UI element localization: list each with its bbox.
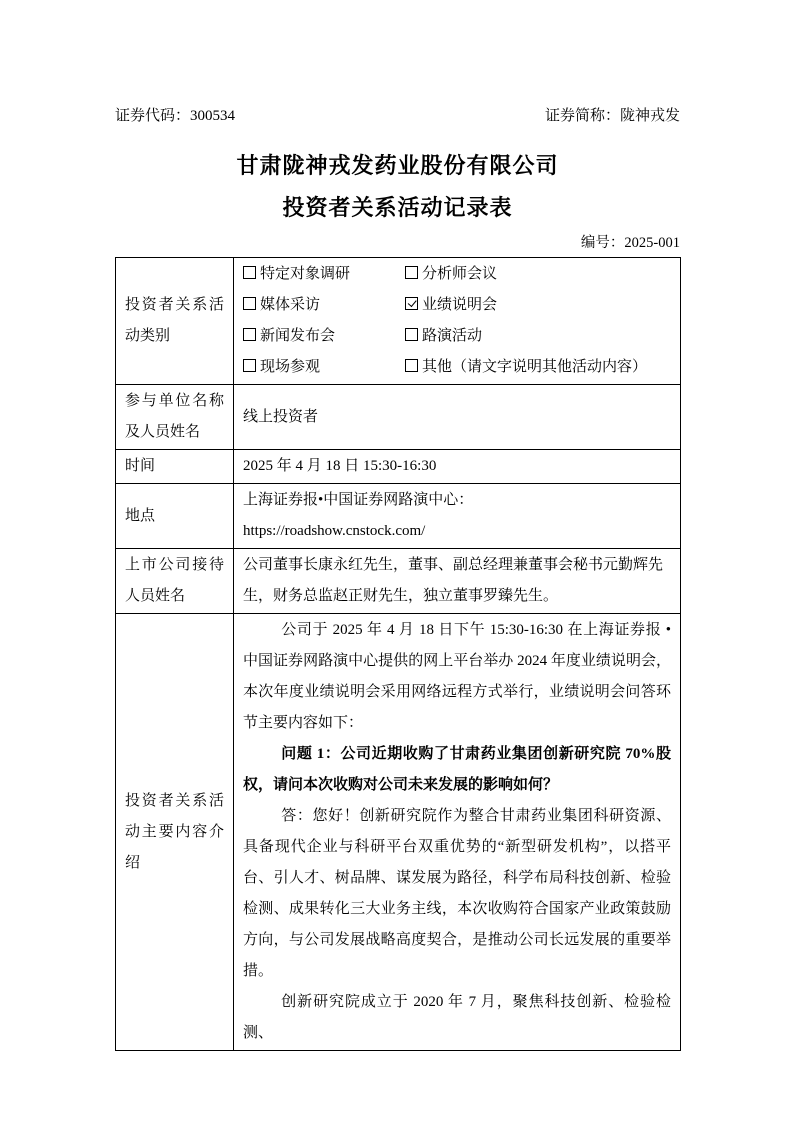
checkbox-label: 其他（请文字说明其他活动内容） — [422, 359, 648, 375]
table-row-participants — [116, 385, 681, 450]
checkbox-unchecked-icon — [405, 328, 418, 341]
paragraph-institute-info: 创新研究院成立于 2020 年 7 月，聚焦科技创新、检验检测、 — [243, 994, 671, 1041]
checkbox-grid — [243, 259, 671, 383]
checkbox-label: 新闻发布会 — [260, 328, 336, 344]
document-subtitle: 投资者关系活动记录表 — [282, 195, 513, 220]
time-value: 2025 年 4 月 18 日 15:30-16:30 — [234, 450, 681, 484]
checkbox-unchecked-icon — [243, 266, 256, 279]
table-row-activity-type — [116, 258, 681, 385]
company-receivers-value: 公司董事长康永红先生，董事、副总经理兼董事会秘书元勤辉先生，财务总监赵正财先生，独立董事罗臻先生。 — [234, 549, 681, 614]
document-header — [115, 106, 680, 127]
investor-relations-table — [115, 257, 681, 1051]
participants-value: 线上投资者 — [234, 385, 681, 450]
row-label-activity-type: 投资者关系活动类别 — [116, 258, 234, 385]
paragraph-question-1: 问题 1：公司近期收购了甘肃药业集团创新研究院 70%股权，请问本次收购对公司未来发展的影响如何？ — [243, 746, 671, 793]
checkbox-unchecked-icon — [243, 297, 256, 310]
stock-short-name: 证券简称：陇神戎发 — [544, 108, 680, 124]
checkbox-label: 分析师会议 — [422, 266, 498, 282]
row-label-company-receivers: 上市公司接待人员姓名 — [116, 549, 234, 614]
paragraph-answer-1: 答：您好！创新研究院作为整合甘肃药业集团科研资源、具备现代企业与科研平台双重优势的“新型研发机构”，以搭平台、引人才、树品牌、谋发展为路径，科学布局科技创新、检验检测、成果转化三大业务主线，本次收购符合国家产业政策鼓励方向，与公司发展战略高度契合，是推动公司长远发展的重要举措。 — [243, 808, 671, 979]
row-label-time: 时间 — [116, 450, 234, 484]
location-url-link[interactable]: https://roadshow.cnstock.com/ — [243, 523, 426, 539]
row-label-participants: 参与单位名称及人员姓名 — [116, 385, 234, 450]
checkbox-label: 媒体采访 — [260, 297, 321, 313]
paragraph-meeting-intro: 公司于 2025 年 4 月 18 日下午 15:30-16:30 在上海证券报 •中国证券网路演中心提供的网上平台举办 2024 年度业绩说明会，本次年度业绩说明会采用网络远程方式举行，业绩说明会问答环节主要内容如下： — [243, 622, 671, 731]
checkbox-option-analyst-meeting — [405, 259, 671, 290]
company-title: 甘肃陇神戎发药业股份有限公司 — [236, 153, 559, 178]
row-label-activity-content: 投资者关系活动主要内容介绍 — [116, 614, 234, 1051]
checkbox-option-roadshow — [405, 321, 671, 352]
location-venue: 上海证券报•中国证券网路演中心： — [243, 492, 474, 508]
checkbox-unchecked-icon — [405, 359, 418, 372]
table-row-company-receivers — [116, 549, 681, 614]
table-row-location — [116, 484, 681, 549]
checkbox-unchecked-icon — [243, 359, 256, 372]
checkbox-label: 特定对象调研 — [260, 266, 351, 282]
checkbox-option-media-interview — [243, 290, 405, 321]
stock-code: 证券代码：300534 — [115, 108, 236, 124]
checkbox-option-earnings-briefing — [405, 290, 671, 321]
table-row-activity-content — [116, 614, 681, 1051]
checkbox-option-site-visit — [243, 352, 405, 383]
location-cell — [234, 484, 681, 549]
checkbox-label: 现场参观 — [260, 359, 321, 375]
checkbox-label: 路演活动 — [422, 328, 483, 344]
checkbox-option-specific-research — [243, 259, 405, 290]
checkbox-checked-icon — [405, 297, 418, 310]
row-label-location: 地点 — [116, 484, 234, 549]
checkbox-option-other — [405, 352, 671, 383]
checkbox-option-press-conference — [243, 321, 405, 352]
checkbox-unchecked-icon — [243, 328, 256, 341]
table-row-time — [116, 450, 681, 484]
checkbox-label: 业绩说明会 — [422, 297, 498, 313]
checkbox-unchecked-icon — [405, 266, 418, 279]
document-number: 编号：2025-001 — [580, 235, 680, 251]
activity-type-cell — [234, 258, 681, 385]
activity-content-cell — [234, 614, 681, 1051]
